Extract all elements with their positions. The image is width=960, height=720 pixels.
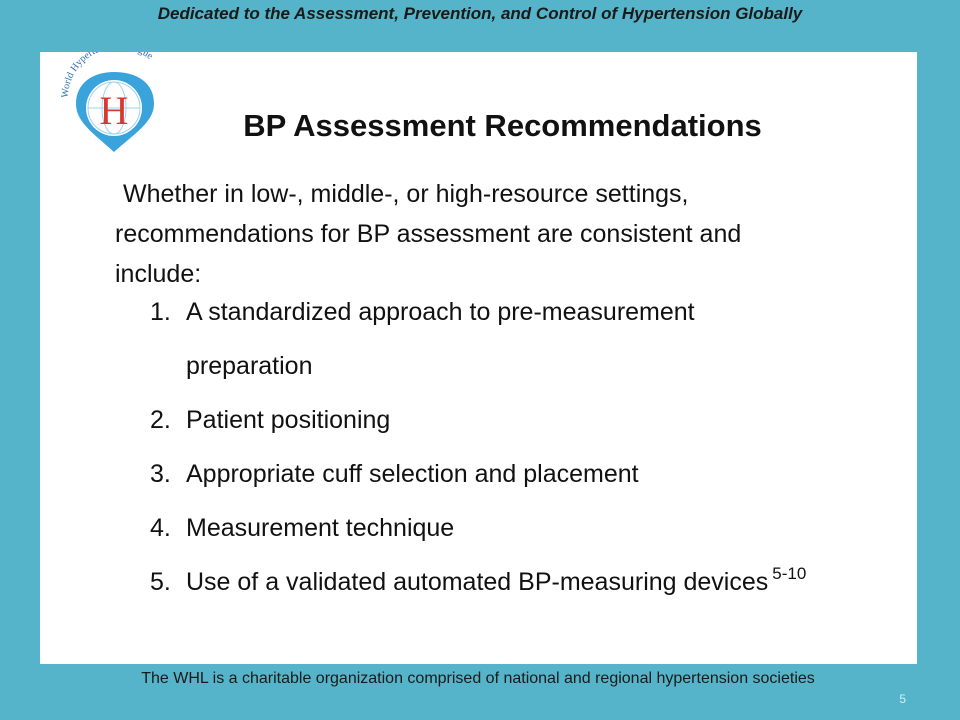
item-text: A standardized approach to pre-measurement <box>186 298 695 326</box>
item-number: 2. <box>150 406 171 434</box>
list-item <box>150 564 807 597</box>
list-item <box>150 406 390 435</box>
item-number: 1. <box>150 298 171 326</box>
slide-panel <box>40 52 917 664</box>
item-text: Appropriate cuff selection and placement <box>186 460 639 488</box>
intro-line-1: Whether in low-, middle-, or high-resource settings, <box>123 180 689 208</box>
svg-text:World Hypertension League: World Hyper ue <box>59 52 155 99</box>
intro-line-2: recommendations for BP assessment are consistent and <box>115 220 742 248</box>
item-number: 4. <box>150 514 171 542</box>
citation-superscript: 5-10 <box>772 564 807 583</box>
intro-paragraph <box>115 174 835 294</box>
intro-line-3: include: <box>115 260 202 288</box>
header-tagline: Dedicated to the Assessment, Prevention, and Control of Hypertension Globally <box>157 4 803 23</box>
slide-title: BP Assessment Recommendations <box>243 108 762 143</box>
footer-text: The WHL is a charitable organization comprised of national and regional hypertension societies <box>141 670 815 687</box>
item-number: 3. <box>150 460 171 488</box>
page-number: 5 <box>899 692 906 706</box>
list-item <box>150 298 695 327</box>
item-text: Measurement technique <box>186 514 455 542</box>
svg-text:H: H <box>99 88 129 133</box>
list-item <box>150 514 454 543</box>
item-number: 5. <box>150 568 171 596</box>
list-item <box>150 460 639 489</box>
item-text: Patient positioning <box>186 406 391 434</box>
item-continuation: preparation <box>186 352 313 380</box>
item-text: Use of a validated automated BP-measuring devices <box>186 568 769 596</box>
